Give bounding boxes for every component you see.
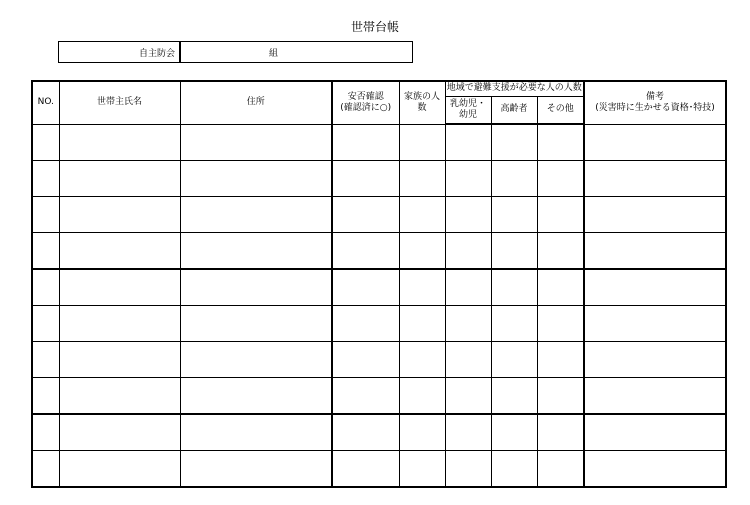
cell-infant[interactable] [445,414,491,451]
cell-no[interactable] [32,451,59,488]
cell-elderly[interactable] [491,161,537,197]
cell-family[interactable] [399,378,445,415]
cell-no[interactable] [32,124,59,161]
cell-infant[interactable] [445,233,491,270]
cell-remarks[interactable] [584,342,726,378]
cell-family[interactable] [399,197,445,233]
cell-other[interactable] [537,233,584,270]
cell-remarks[interactable] [584,197,726,233]
table-row [32,342,726,378]
cell-elderly[interactable] [491,124,537,161]
cell-address[interactable] [180,269,332,306]
col-remarks-line1: 備考 [645,91,664,102]
cell-no[interactable] [32,233,59,270]
cell-family[interactable] [399,124,445,161]
table-row [32,306,726,342]
col-no: NO. [32,81,59,124]
cell-remarks[interactable] [584,161,726,197]
cell-family[interactable] [399,342,445,378]
cell-no[interactable] [32,414,59,451]
cell-no[interactable] [32,306,59,342]
cell-family[interactable] [399,414,445,451]
cell-other[interactable] [537,161,584,197]
org-label: 自主防会 [59,42,181,63]
cell-safety[interactable] [332,451,399,488]
cell-safety[interactable] [332,342,399,378]
cell-infant[interactable] [445,161,491,197]
cell-head-name[interactable] [59,269,180,306]
cell-family[interactable] [399,161,445,197]
cell-elderly[interactable] [491,378,537,415]
col-safety [332,81,399,124]
cell-elderly[interactable] [491,197,537,233]
cell-head-name[interactable] [59,451,180,488]
cell-other[interactable] [537,306,584,342]
cell-remarks[interactable] [584,306,726,342]
col-family-line1: 家族の人 [403,91,440,102]
cell-family[interactable] [399,306,445,342]
col-elderly: 高齢者 [491,96,537,124]
col-family-line2: 数 [417,102,427,113]
document-title: 世帯台帳 [350,20,399,34]
col-remarks-line2: (災害時に生かせる資格･特技) [595,102,715,113]
cell-elderly[interactable] [491,414,537,451]
col-other: その他 [537,96,584,124]
cell-address[interactable] [180,124,332,161]
cell-safety[interactable] [332,414,399,451]
col-head-name: 世帯主氏名 [59,81,180,124]
cell-head-name[interactable] [59,124,180,161]
col-support-group: 地域で避難支援が必要な人の人数 [445,81,584,96]
cell-address[interactable] [180,161,332,197]
cell-elderly[interactable] [491,269,537,306]
cell-remarks[interactable] [584,233,726,270]
cell-remarks[interactable] [584,414,726,451]
cell-remarks[interactable] [584,451,726,488]
cell-address[interactable] [180,451,332,488]
cell-other[interactable] [537,451,584,488]
cell-infant[interactable] [445,342,491,378]
cell-elderly[interactable] [491,342,537,378]
household-ledger-table [31,80,727,488]
col-infant-line1: 乳幼児・ [449,98,486,109]
ledger-body [32,124,726,487]
table-row [32,233,726,270]
col-family [399,81,445,124]
table-row [32,197,726,233]
cell-head-name[interactable] [59,342,180,378]
col-address: 住所 [180,81,332,124]
cell-safety[interactable] [332,306,399,342]
cell-family[interactable] [399,269,445,306]
cell-address[interactable] [180,414,332,451]
cell-infant[interactable] [445,269,491,306]
cell-no[interactable] [32,342,59,378]
cell-elderly[interactable] [491,233,537,270]
col-infant-line2: 幼児 [458,109,477,120]
cell-head-name[interactable] [59,233,180,270]
cell-other[interactable] [537,197,584,233]
cell-remarks[interactable] [584,269,726,306]
cell-remarks[interactable] [584,124,726,161]
col-remarks [584,81,726,124]
cell-address[interactable] [180,342,332,378]
cell-address[interactable] [180,306,332,342]
group-info-table [58,41,413,63]
cell-family[interactable] [399,451,445,488]
cell-head-name[interactable] [59,197,180,233]
cell-family[interactable] [399,233,445,270]
col-safety-line1: 安否確認 [347,91,384,102]
kumi-field[interactable]: 組 [180,42,413,63]
cell-head-name[interactable] [59,414,180,451]
cell-infant[interactable] [445,197,491,233]
cell-safety[interactable] [332,378,399,415]
cell-elderly[interactable] [491,451,537,488]
cell-remarks[interactable] [584,378,726,415]
cell-address[interactable] [180,233,332,270]
cell-no[interactable] [32,161,59,197]
cell-safety[interactable] [332,124,399,161]
col-safety-line2: (確認済に○) [340,102,392,113]
cell-safety[interactable] [332,161,399,197]
cell-safety[interactable] [332,197,399,233]
col-infant [445,96,491,124]
cell-other[interactable] [537,342,584,378]
cell-infant[interactable] [445,451,491,488]
cell-safety[interactable] [332,269,399,306]
cell-infant[interactable] [445,378,491,415]
cell-elderly[interactable] [491,306,537,342]
table-row [32,414,726,451]
cell-other[interactable] [537,124,584,161]
cell-infant[interactable] [445,306,491,342]
cell-no[interactable] [32,269,59,306]
cell-head-name[interactable] [59,378,180,415]
table-row [32,269,726,306]
cell-address[interactable] [180,378,332,415]
cell-infant[interactable] [445,124,491,161]
table-row [32,378,726,415]
cell-other[interactable] [537,378,584,415]
cell-address[interactable] [180,197,332,233]
cell-no[interactable] [32,378,59,415]
cell-head-name[interactable] [59,306,180,342]
cell-other[interactable] [537,414,584,451]
cell-head-name[interactable] [59,161,180,197]
table-row [32,161,726,197]
table-row [32,451,726,488]
cell-no[interactable] [32,197,59,233]
table-row [32,124,726,161]
cell-other[interactable] [537,269,584,306]
cell-safety[interactable] [332,233,399,270]
